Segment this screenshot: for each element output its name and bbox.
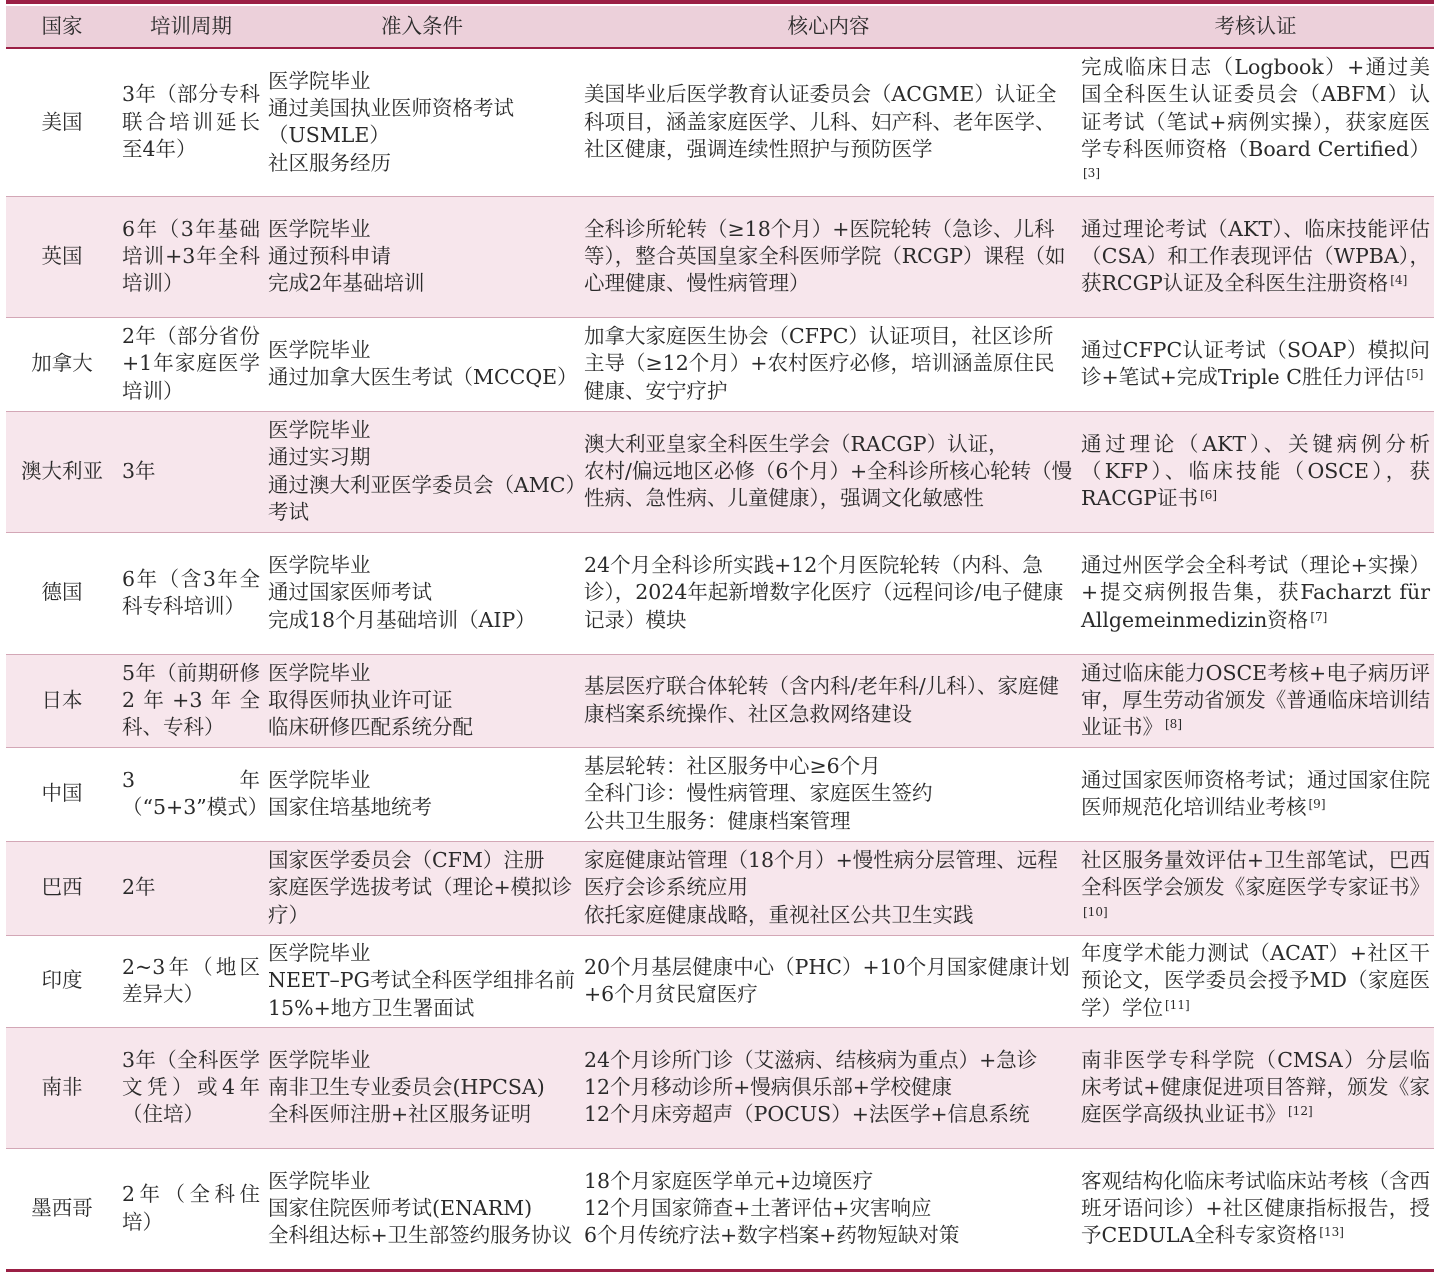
cell-cert <box>1077 747 1434 841</box>
cell-cert <box>1077 411 1434 532</box>
cert-text: 客观结构化临床考试临床站考核（含西班牙语问诊）+社区健康指标报告，授予CEDULA全科专家资格 <box>1081 1168 1430 1248</box>
cell-country: 印度 <box>6 935 118 1027</box>
cell-period: 2年 <box>118 841 264 935</box>
table-row-uk <box>6 196 1434 317</box>
cell-cert <box>1077 196 1434 317</box>
cell-country: 墨西哥 <box>6 1148 118 1270</box>
table-header-row <box>6 6 1434 48</box>
cell-period: 3年（全科医学文凭）或4年（住培） <box>118 1027 264 1148</box>
table-row-germany <box>6 532 1434 654</box>
cell-country: 日本 <box>6 654 118 747</box>
cert-text: 通过理论考试（AKT）、临床技能评估（CSA）和工作表现评估（WPBA），获RCGP认证及全科医生注册资格 <box>1081 216 1430 296</box>
cell-period: 5年（前期研修2年+3年全科、专科） <box>118 654 264 747</box>
cell-cert <box>1077 1148 1434 1270</box>
cell-entry: 医学院毕业 通过实习期 通过澳大利亚医学委员会（AMC）考试 <box>264 411 580 532</box>
cell-entry: 医学院毕业 通过国家医师考试 完成18个月基础培训（AIP） <box>264 532 580 654</box>
cell-entry: 医学院毕业 通过加拿大医生考试（MCCQE） <box>264 317 580 411</box>
cell-cert <box>1077 317 1434 411</box>
header-entry: 准入条件 <box>264 6 580 48</box>
table-top-rule <box>6 0 1434 4</box>
cell-country: 美国 <box>6 48 118 196</box>
table-row-usa <box>6 48 1434 196</box>
cell-content: 基层轮转：社区服务中心≥6个月 全科门诊：慢性病管理、家庭医生签约 公共卫生服务：健康档案管理 <box>580 747 1077 841</box>
citation-ref: [9] <box>1308 797 1326 811</box>
cell-country: 南非 <box>6 1027 118 1148</box>
table-row-mexico <box>6 1148 1434 1270</box>
table-row-brazil <box>6 841 1434 935</box>
cert-text: 通过理论（AKT）、关键病例分析（KFP）、临床技能（OSCE），获RACGP证书 <box>1081 431 1430 511</box>
cell-entry: 国家医学委员会（CFM）注册 家庭医学选拔考试（理论+模拟诊疗） <box>264 841 580 935</box>
cell-country: 巴西 <box>6 841 118 935</box>
cell-country: 加拿大 <box>6 317 118 411</box>
cell-content: 加拿大家庭医生协会（CFPC）认证项目，社区诊所主导（≥12个月）+农村医疗必修，培训涵盖原住民健康、安宁疗护 <box>580 317 1077 411</box>
cell-entry: 医学院毕业 NEET–PG考试全科医学组排名前15%+地方卫生署面试 <box>264 935 580 1027</box>
citation-ref: [12] <box>1288 1104 1313 1119</box>
cert-text: 通过临床能力OSCE考核+电子病历评审，厚生劳动省颁发《普通临床培训结业证书》 <box>1081 660 1430 740</box>
table-row-canada <box>6 317 1434 411</box>
cell-period: 3年（部分专科联合培训延长至4年） <box>118 48 264 196</box>
cert-text: 通过国家医师资格考试；通过国家住院医师规范化培训结业考核 <box>1081 767 1430 819</box>
citation-ref: [10] <box>1083 904 1108 919</box>
cell-period: 6年（含3年全科专科培训） <box>118 532 264 654</box>
cell-entry: 医学院毕业 国家住院医师考试(ENARM) 全科组达标+卫生部签约服务协议 <box>264 1148 580 1270</box>
cell-cert <box>1077 935 1434 1027</box>
cell-cert <box>1077 841 1434 935</box>
table-row-south-africa <box>6 1027 1434 1148</box>
citation-ref: [7] <box>1310 609 1328 624</box>
cell-content: 20个月基层健康中心（PHC）+10个月国家健康计划+6个月贫民窟医疗 <box>580 935 1077 1027</box>
cell-content: 24个月全科诊所实践+12个月医院轮转（内科、急诊），2024年起新增数字化医疗（远程问诊/电子健康记录）模块 <box>580 532 1077 654</box>
cell-cert <box>1077 532 1434 654</box>
cell-content: 澳大利亚皇家全科医生学会（RACGP）认证， 农村/偏远地区必修（6个月）+全科诊所核心轮转（慢性病、急性病、儿童健康），强调文化敏感性 <box>580 411 1077 532</box>
cell-period: 6年（3年基础培训+3年全科培训） <box>118 196 264 317</box>
cell-period: 2年（部分省份+1年家庭医学培训） <box>118 317 264 411</box>
citation-ref: [3] <box>1083 166 1100 181</box>
cell-entry: 医学院毕业 通过预科申请 完成2年基础培训 <box>264 196 580 317</box>
cell-period: 3年（“5+3”模式） <box>118 747 264 841</box>
cell-content: 基层医疗联合体轮转（含内科/老年科/儿科）、家庭健康档案系统操作、社区急救网络建设 <box>580 654 1077 747</box>
table-row-china <box>6 747 1434 841</box>
cell-entry: 医学院毕业 通过美国执业医师资格考试（USMLE） 社区服务经历 <box>264 48 580 196</box>
cell-content: 18个月家庭医学单元+边境医疗 12个月国家筛查+土著评估+灾害响应 6个月传统疗法+数字档案+药物短缺对策 <box>580 1148 1077 1270</box>
cell-period: 3年 <box>118 411 264 532</box>
citation-ref: [5] <box>1406 367 1424 381</box>
header-content: 核心内容 <box>580 6 1077 48</box>
header-country: 国家 <box>6 6 118 48</box>
cell-cert <box>1077 1027 1434 1148</box>
cell-cert <box>1077 654 1434 747</box>
cell-country: 澳大利亚 <box>6 411 118 532</box>
table-row-japan <box>6 654 1434 747</box>
cell-content: 全科诊所轮转（≥18个月）+医院轮转（急诊、儿科等），整合英国皇家全科医师学院（RCGP）课程（如心理健康、慢性病管理） <box>580 196 1077 317</box>
cell-period: 2年（全科住培） <box>118 1148 264 1270</box>
cert-text: 通过CFPC认证考试（SOAP）模拟问诊+笔试+完成Triple C胜任力评估 <box>1081 337 1430 389</box>
table-row-australia <box>6 411 1434 532</box>
header-period: 培训周期 <box>118 6 264 48</box>
cell-country: 英国 <box>6 196 118 317</box>
header-cert: 考核认证 <box>1077 6 1434 48</box>
cert-text: 完成临床日志（Logbook）+通过美国全科医生认证委员会（ABFM）认证考试（笔试+病例实操），获家庭医学专科医师资格（Board Certified） <box>1081 55 1430 161</box>
cell-country: 中国 <box>6 747 118 841</box>
cell-country: 德国 <box>6 532 118 654</box>
citation-ref: [11] <box>1165 997 1190 1012</box>
cell-entry: 医学院毕业 南非卫生专业委员会(HPCSA) 全科医师注册+社区服务证明 <box>264 1027 580 1148</box>
cell-entry: 医学院毕业 国家住培基地统考 <box>264 747 580 841</box>
cell-content: 美国毕业后医学教育认证委员会（ACGME）认证全科项目，涵盖家庭医学、儿科、妇产科、老年医学、社区健康，强调连续性照护与预防医学 <box>580 48 1077 196</box>
cell-period: 2~3年（地区差异大） <box>118 935 264 1027</box>
cell-entry: 医学院毕业 取得医师执业许可证 临床研修匹配系统分配 <box>264 654 580 747</box>
cert-text: 通过州医学会全科考试（理论+实操）+提交病例报告集，获Facharzt für Allgemeinmedizin资格 <box>1081 553 1430 632</box>
cell-content: 家庭健康站管理（18个月）+慢性病分层管理、远程医疗会诊系统应用 依托家庭健康战略，重视社区公共卫生实践 <box>580 841 1077 935</box>
cert-text: 南非医学专科学院（CMSA）分层临床考试+健康促进项目答辩，颁发《家庭医学高级执业证书》 <box>1081 1047 1430 1127</box>
table-row-india <box>6 935 1434 1027</box>
citation-ref: [13] <box>1319 1225 1344 1240</box>
citation-ref: [6] <box>1200 488 1218 503</box>
training-comparison-table <box>6 6 1434 1272</box>
cell-cert <box>1077 48 1434 196</box>
cell-content: 24个月诊所门诊（艾滋病、结核病为重点）+急诊 12个月移动诊所+慢病俱乐部+学校健康 12个月床旁超声（POCUS）+法医学+信息系统 <box>580 1027 1077 1148</box>
citation-ref: [8] <box>1165 717 1182 732</box>
cert-text: 社区服务量效评估+卫生部笔试，巴西全科医学会颁发《家庭医学专家证书》 <box>1081 848 1430 900</box>
cert-text: 年度学术能力测试（ACAT）+社区干预论文，医学委员会授予MD（家庭医学）学位 <box>1081 941 1430 1020</box>
citation-ref: [4] <box>1390 273 1408 288</box>
